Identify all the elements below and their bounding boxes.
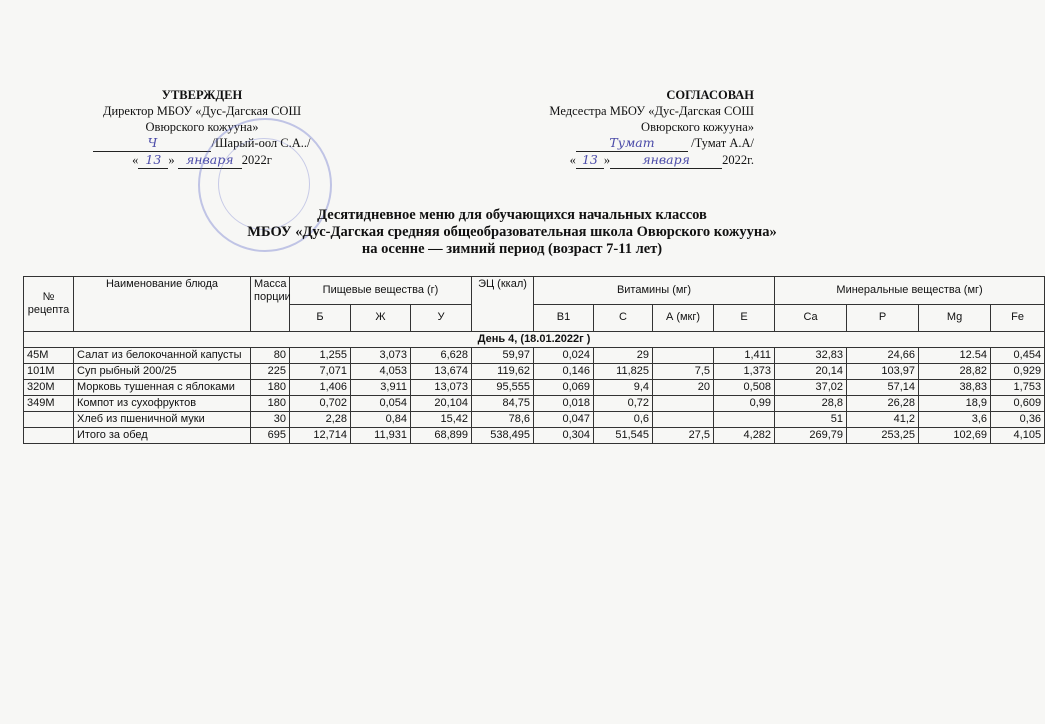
magnesium-cell: 38,83 (919, 380, 991, 396)
mass-cell: 180 (251, 396, 290, 412)
protein-cell: 12,714 (290, 428, 351, 444)
vitamin-b1-cell: 0,146 (534, 364, 594, 380)
approved-position: Директор МБОУ «Дус-Дагская СОШ (102, 104, 302, 118)
dish-name-cell: Компот из сухофруктов (74, 396, 251, 412)
vitamin-c-cell: 9,4 (594, 380, 653, 396)
fat-cell: 11,931 (351, 428, 411, 444)
header-carbs: У (411, 304, 472, 332)
calcium-cell: 269,79 (775, 428, 847, 444)
vitamin-e-cell: 1,373 (714, 364, 775, 380)
mass-cell: 225 (251, 364, 290, 380)
vitamin-a-cell: 7,5 (653, 364, 714, 380)
school-name: МБОУ «Дус-Дагская средняя общеобразовательная школа Овюрского кожууна» (247, 224, 777, 240)
fat-cell: 0,054 (351, 396, 411, 412)
header-vitamin-a: А (мкг) (653, 304, 714, 332)
carbs-cell: 13,674 (411, 364, 472, 380)
agreed-year: 2022г. (722, 153, 754, 167)
approved-day: 13 (138, 152, 168, 169)
approved-org: Овюрского кожууна» (145, 120, 259, 134)
vitamin-b1-cell: 0,069 (534, 380, 594, 396)
vitamin-c-cell: 11,825 (594, 364, 653, 380)
agreed-org: Овюрского кожууна» (641, 120, 754, 134)
approved-signature: Ч (147, 135, 158, 150)
magnesium-cell: 18,9 (919, 396, 991, 412)
dish-name-cell: Морковь тушенная с яблоками (74, 380, 251, 396)
vitamin-a-cell (653, 396, 714, 412)
approved-title: УТВЕРЖДЕН (161, 88, 243, 102)
energy-cell: 119,62 (472, 364, 534, 380)
mass-cell: 30 (251, 412, 290, 428)
protein-cell: 2,28 (290, 412, 351, 428)
iron-cell: 0,609 (991, 396, 1045, 412)
phosphorus-cell: 103,97 (847, 364, 919, 380)
iron-cell: 4,105 (991, 428, 1045, 444)
vitamin-e-cell: 0,99 (714, 396, 775, 412)
dish-name-cell: Суп рыбный 200/25 (74, 364, 251, 380)
phosphorus-cell: 26,28 (847, 396, 919, 412)
protein-cell: 1,255 (290, 348, 351, 364)
menu-title: Десятидневное меню для обучающихся начальных классов (317, 207, 707, 223)
energy-cell: 95,555 (472, 380, 534, 396)
header-mass: Масса порции (251, 277, 290, 332)
agreed-signature-line (484, 135, 754, 152)
recipe-cell: 349М (24, 396, 74, 412)
day-row (24, 332, 1045, 348)
period-subtitle: на осенне — зимний период (возраст 7-11 лет) (361, 241, 663, 257)
vitamin-e-cell: 1,411 (714, 348, 775, 364)
iron-cell: 0,454 (991, 348, 1045, 364)
protein-cell: 1,406 (290, 380, 351, 396)
header-vitamin-c: С (594, 304, 653, 332)
table-row (24, 348, 1045, 364)
recipe-cell: 45М (24, 348, 74, 364)
header-minerals: Минеральные вещества (мг) (775, 277, 1045, 305)
carbs-cell: 20,104 (411, 396, 472, 412)
magnesium-cell: 3,6 (919, 412, 991, 428)
approved-month: января (178, 152, 242, 169)
header-calcium: Са (775, 304, 847, 332)
header-phosphorus: Р (847, 304, 919, 332)
iron-cell: 0,36 (991, 412, 1045, 428)
vitamin-a-cell: 20 (653, 380, 714, 396)
approved-signer: /Шарый-оол С.А../ (211, 136, 311, 150)
header-vitamins: Витамины (мг) (534, 277, 775, 305)
table-header-row (24, 277, 1045, 305)
fat-cell: 3,073 (351, 348, 411, 364)
header-vitamin-e: Е (714, 304, 775, 332)
vitamin-c-cell: 0,72 (594, 396, 653, 412)
header-fat: Ж (351, 304, 411, 332)
mass-cell: 180 (251, 380, 290, 396)
vitamin-a-cell (653, 412, 714, 428)
recipe-cell: 320М (24, 380, 74, 396)
phosphorus-cell: 24,66 (847, 348, 919, 364)
agreed-signature: Тумат (609, 135, 655, 150)
vitamin-c-cell: 29 (594, 348, 653, 364)
energy-cell: 538,495 (472, 428, 534, 444)
fat-cell: 0,84 (351, 412, 411, 428)
fat-cell: 3,911 (351, 380, 411, 396)
dish-name-cell: Хлеб из пшеничной муки (74, 412, 251, 428)
menu-table (23, 276, 1045, 444)
agreed-month: января (610, 152, 722, 169)
table-row (24, 428, 1045, 444)
vitamin-e-cell: 0,508 (714, 380, 775, 396)
dish-name-cell: Салат из белокочанной капусты (74, 348, 251, 364)
iron-cell: 1,753 (991, 380, 1045, 396)
carbs-cell: 6,628 (411, 348, 472, 364)
vitamin-e-cell: 4,282 (714, 428, 775, 444)
calcium-cell: 37,02 (775, 380, 847, 396)
energy-cell: 59,97 (472, 348, 534, 364)
agreed-block (484, 87, 754, 169)
energy-cell: 78,6 (472, 412, 534, 428)
iron-cell: 0,929 (991, 364, 1045, 380)
approved-date: « 13 » января 2022г (132, 152, 272, 167)
header-recipe: № рецепта (24, 277, 74, 332)
agreed-signer: /Тумат А.А/ (691, 136, 754, 150)
calcium-cell: 32,83 (775, 348, 847, 364)
energy-cell: 84,75 (472, 396, 534, 412)
carbs-cell: 13,073 (411, 380, 472, 396)
recipe-cell: 101М (24, 364, 74, 380)
mass-cell: 80 (251, 348, 290, 364)
dish-name-cell: Итого за обед (74, 428, 251, 444)
carbs-cell: 68,899 (411, 428, 472, 444)
header-iron: Fe (991, 304, 1045, 332)
vitamin-a-cell (653, 348, 714, 364)
recipe-cell (24, 428, 74, 444)
vitamin-b1-cell: 0,024 (534, 348, 594, 364)
vitamin-e-cell (714, 412, 775, 428)
phosphorus-cell: 253,25 (847, 428, 919, 444)
carbs-cell: 15,42 (411, 412, 472, 428)
magnesium-cell: 102,69 (919, 428, 991, 444)
vitamin-b1-cell: 0,047 (534, 412, 594, 428)
vitamin-b1-cell: 0,304 (534, 428, 594, 444)
header-magnesium: Mg (919, 304, 991, 332)
header-vitamin-b1: В1 (534, 304, 594, 332)
approved-year: 2022г (241, 153, 272, 167)
magnesium-cell: 12.54 (919, 348, 991, 364)
vitamin-c-cell: 51,545 (594, 428, 653, 444)
vitamin-b1-cell: 0,018 (534, 396, 594, 412)
agreed-title: СОГЛАСОВАН (666, 88, 754, 102)
mass-cell: 695 (251, 428, 290, 444)
calcium-cell: 51 (775, 412, 847, 428)
magnesium-cell: 28,82 (919, 364, 991, 380)
table-row (24, 396, 1045, 412)
protein-cell: 0,702 (290, 396, 351, 412)
day-label: День 4, (18.01.2022г ) (24, 332, 1045, 348)
header-dish-name: Наименование блюда (74, 277, 251, 332)
agreed-date: « 13 » января 2022г. (569, 152, 754, 167)
table-row (24, 364, 1045, 380)
agreed-day: 13 (576, 152, 604, 169)
recipe-cell (24, 412, 74, 428)
header-energy: ЭЦ (ккал) (472, 277, 534, 332)
header-nutrients: Пищевые вещества (г) (290, 277, 472, 305)
table-row (24, 380, 1045, 396)
phosphorus-cell: 57,14 (847, 380, 919, 396)
calcium-cell: 28,8 (775, 396, 847, 412)
phosphorus-cell: 41,2 (847, 412, 919, 428)
vitamin-c-cell: 0,6 (594, 412, 653, 428)
vitamin-a-cell: 27,5 (653, 428, 714, 444)
header-protein: Б (290, 304, 351, 332)
calcium-cell: 20,14 (775, 364, 847, 380)
agreed-position: Медсестра МБОУ «Дус-Дагская СОШ (549, 104, 754, 118)
protein-cell: 7,071 (290, 364, 351, 380)
fat-cell: 4,053 (351, 364, 411, 380)
table-row (24, 412, 1045, 428)
